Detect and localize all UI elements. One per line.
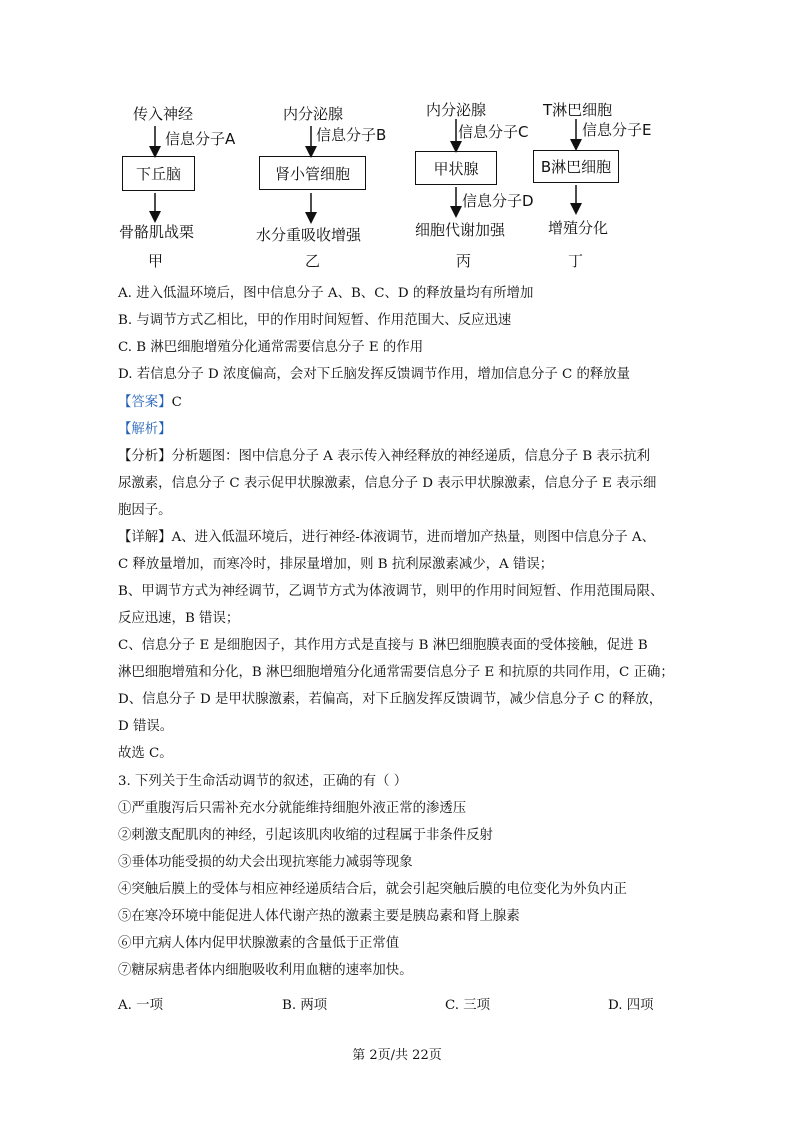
- fenxi-text-1: 分析题图：图中信息分子 A 表示传入神经释放的神经递质，信息分子 B 表示抗利: [171, 449, 650, 464]
- fenxi-line-2: 尿激素，信息分子 C 表示促甲状腺激素，信息分子 D 表示甲状腺激素，信息分子 E 表示细: [118, 476, 657, 491]
- analysis-tag: 【解析】: [118, 422, 172, 437]
- q3-option-a: A. 一项: [118, 998, 163, 1013]
- q3-item-7: ⑦糖尿病患者体内细胞吸收利用血糖的速率加快。: [118, 963, 413, 978]
- ding-top-label: T淋巴细胞: [543, 101, 613, 119]
- xiangjie-tag: 【详解】: [118, 530, 172, 545]
- ding-signal-label: 信息分子E: [582, 121, 652, 139]
- q3-item-4: ④突触后膜上的受体与相应神经递质结合后，就会引起突触后膜的电位变化为外负内正: [118, 882, 627, 897]
- xiangjie-text-1: A、进入低温环境后，进行神经-体液调节，进而增加产热量，则图中信息分子 A、: [171, 530, 655, 545]
- jia-box: 下丘脑: [122, 156, 195, 191]
- xiangjie-line-2: C 释放量增加，而寒冷时，排尿量增加，则 B 抗利尿激素减少，A 错误；: [118, 557, 554, 572]
- q3-item-2: ②刺激支配肌肉的神经，引起该肌肉收缩的过程属于非条件反射: [118, 828, 493, 843]
- bing-signal-in-label: 信息分子C: [458, 123, 529, 141]
- answer-line: [118, 394, 182, 412]
- xiangjie-line-8: D 错误。: [118, 719, 174, 734]
- q2-option-b: B. 与调节方式乙相比，甲的作用时间短暂、作用范围大、反应迅速: [118, 313, 512, 328]
- q3-item-6: ⑥甲亢病人体内促甲状腺激素的含量低于正常值: [118, 936, 400, 951]
- q3-option-b: B. 两项: [282, 998, 328, 1013]
- jia-top-label: 传入神经: [133, 105, 194, 123]
- ding-effect: 增殖分化: [548, 219, 609, 237]
- bing-label: 丙: [456, 252, 472, 270]
- q3-option-d: D. 四项: [608, 998, 654, 1013]
- page-footer: 第 2页/共 22页: [352, 1048, 442, 1063]
- answer-tag: 【答案】: [118, 395, 172, 410]
- xiangjie-line-4: 反应迅速，B 错误；: [118, 611, 240, 626]
- yi-top-label: 内分泌腺: [283, 105, 344, 123]
- xiangjie-line-7: D、信息分子 D 是甲状腺激素，若偏高，对下丘脑发挥反馈调节，减少信息分子 C 的释放，: [118, 692, 663, 707]
- yi-signal-label: 信息分子B: [316, 126, 387, 144]
- regulation-diagram: [0, 0, 794, 280]
- fenxi-line-3: 胞因子。: [118, 503, 172, 518]
- yi-box: 肾小管细胞: [259, 156, 366, 190]
- bing-top-label: 内分泌腺: [426, 101, 487, 119]
- yi-effect: 水分重吸收增强: [256, 226, 362, 244]
- bing-effect: 细胞代谢加强: [415, 221, 506, 239]
- xiangjie-line-5: C、信息分子 E 是细胞因子，其作用方式是直接与 B 淋巴细胞膜表面的受体接触，促进 B: [118, 638, 648, 653]
- ding-label: 丁: [568, 252, 584, 270]
- jia-label: 甲: [148, 252, 164, 270]
- q3-item-3: ③垂体功能受损的幼犬会出现抗寒能力减弱等现象: [118, 855, 413, 870]
- q3-item-5: ⑤在寒冷环境中能促进人体代谢产热的激素主要是胰岛素和肾上腺素: [118, 909, 520, 924]
- q3-option-c: C. 三项: [445, 998, 491, 1013]
- ding-box: B淋巴细胞: [533, 150, 619, 183]
- conclusion-line: 故选 C。: [118, 746, 173, 761]
- xiangjie-line-3: B、甲调节方式为神经调节，乙调节方式为体液调节，则甲的作用时间短暂、作用范围局限、: [118, 584, 664, 599]
- q2-option-a: A. 进入低温环境后，图中信息分子 A、B、C、D 的释放量均有所增加: [118, 286, 534, 301]
- xiangjie-line-6: 淋巴细胞增殖和分化，B 淋巴细胞增殖分化通常需要信息分子 E 和抗原的共同作用，C 正确；: [118, 665, 674, 680]
- fenxi-line-1: [118, 448, 650, 466]
- xiangjie-line-1: [118, 529, 655, 547]
- q2-option-d: D. 若信息分子 D 浓度偏高，会对下丘脑发挥反馈调节作用，增加信息分子 C 的释放量: [118, 367, 631, 382]
- yi-label: 乙: [305, 252, 321, 270]
- q3-stem: 3. 下列关于生命活动调节的叙述，正确的有（ ）: [118, 774, 408, 789]
- jia-signal-label: 信息分子A: [165, 130, 236, 148]
- q3-item-1: ①严重腹泻后只需补充水分就能维持细胞外液正常的渗透压: [118, 801, 467, 816]
- q2-option-c: C. B 淋巴细胞增殖分化通常需要信息分子 E 的作用: [118, 340, 424, 355]
- fenxi-tag: 【分析】: [118, 449, 172, 464]
- bing-box: 甲状腺: [415, 151, 497, 185]
- jia-effect: 骨骼肌战栗: [119, 223, 195, 241]
- answer-value: C: [171, 395, 182, 410]
- bing-signal-out-label: 信息分子D: [462, 192, 534, 210]
